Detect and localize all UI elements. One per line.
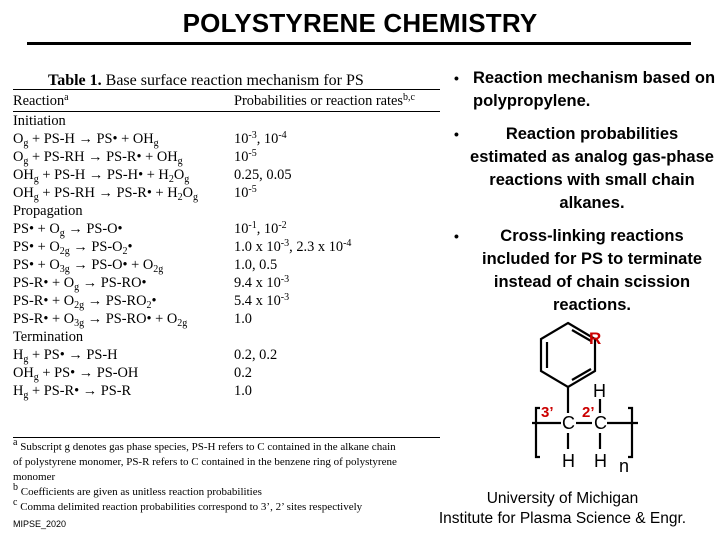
rate-cell: $10^{-3}$, $10^{-4}$	[234, 130, 287, 147]
bullet-icon: •	[454, 126, 459, 142]
reaction-cell: PS-R• + $O_{3g}$ → PS-RO• + $O_{2g}$	[13, 311, 188, 329]
rate-cell: 1.0	[234, 383, 252, 399]
table-section-row	[13, 329, 438, 347]
rate-cell: $10^{-1}$, $10^{-2}$	[234, 220, 287, 237]
footnote	[13, 497, 363, 514]
col2-header-sup: b,c	[403, 92, 415, 103]
table-section-row	[13, 203, 438, 221]
col1-header	[13, 93, 69, 110]
table-row	[13, 311, 438, 329]
carbon-label: C	[594, 413, 607, 433]
left-bracket	[536, 408, 540, 457]
reaction-cell: PS• + $O_{3g}$ → PS-O• + $O_{2g}$	[13, 257, 164, 275]
bullet-list	[448, 67, 716, 327]
reaction-cell: PS-R• + $O_g$ → PS-RO•	[13, 275, 147, 293]
page-title: POLYSTYRENE CHEMISTRY	[182, 8, 538, 38]
table-row	[13, 167, 438, 185]
footnote-mark: c	[13, 497, 18, 508]
reaction-cell: $H_g$ + PS• → PS-H	[13, 347, 118, 365]
table-row	[13, 257, 438, 275]
rate-cell: 1.0 x $10^{-3}$, 2.3 x $10^{-4}$	[234, 238, 352, 255]
table-row	[13, 383, 438, 401]
table-section-row	[13, 113, 438, 131]
bullet-text: Reaction mechanism based on polypropylene.	[473, 69, 716, 110]
footnote-text: monomer	[13, 471, 56, 483]
table-row	[13, 221, 438, 239]
section-label: Termination	[13, 329, 84, 345]
col2-header	[234, 93, 415, 110]
rate-cell: 0.2	[234, 365, 252, 381]
footnote	[13, 482, 262, 499]
footnote-text: Coefficients are given as unitless reaction probabilities	[18, 486, 262, 498]
rate-cell: 1.0, 0.5	[234, 257, 278, 273]
rate-cell: 0.2, 0.2	[234, 347, 278, 363]
footnote-mark: b	[13, 482, 18, 493]
reaction-cell: $OH_g + PS-RH$ → PS-R• + $H_2O_g$	[13, 185, 199, 203]
bullet-item	[448, 123, 716, 215]
col2-header-text: Probabilities or reaction rates	[234, 93, 404, 109]
reaction-cell: $O_g + PS-H$ → PS• + $OH_g$	[13, 131, 159, 149]
bullet-icon: •	[454, 228, 459, 244]
rate-cell: 9.4 x $10^{-3}$	[234, 274, 290, 291]
footnote	[13, 437, 396, 454]
table-caption	[48, 72, 364, 90]
table-row	[13, 365, 438, 383]
affiliation	[420, 489, 705, 529]
table-header-rule	[13, 111, 440, 112]
carbon-label: C	[562, 413, 575, 433]
reaction-cell: $OH_g$ + PS• → PS-OH	[13, 365, 139, 383]
footnote-text: of polystyrene monomer, PS-R refers to C contained in the benzene ring of polystyrene	[13, 456, 397, 468]
table-caption-label: Table 1.	[48, 72, 102, 89]
bullet-text: Reaction probabilities estimated as analog gas-phase reactions with small chain alkanes.	[470, 125, 714, 212]
rate-cell: $10^{-5}$	[234, 148, 257, 165]
bullet-text: Cross-linking reactions included for PS to terminate instead of chain scission reactions.	[481, 227, 703, 314]
reaction-cell: $OH_g + PS-H$ → PS-H• + $H_2O_g$	[13, 167, 190, 185]
footnote-text: Subscript g denotes gas phase species, PS-H refers to C contained in the alkane chain	[17, 441, 396, 453]
tertiary-site-label: 3’	[541, 404, 554, 421]
rate-cell: 0.25, 0.05	[234, 167, 292, 183]
benzene-ring	[541, 323, 595, 387]
table-row	[13, 275, 438, 293]
table-top-rule	[13, 89, 440, 90]
table-row	[13, 131, 438, 149]
reaction-cell: $H_g$ + PS-R• → PS-R	[13, 383, 132, 401]
table-header-row	[13, 93, 438, 111]
table-row	[13, 185, 438, 203]
col1-header-text: Reaction	[13, 93, 65, 109]
table-row	[13, 347, 438, 365]
section-label: Propagation	[13, 203, 83, 219]
footnote	[13, 455, 397, 469]
table-row	[13, 149, 438, 167]
section-label: Initiation	[13, 113, 66, 129]
footnote	[13, 470, 55, 484]
reaction-cell: PS-R• + $O_{2g}$ → $PS-RO_2•$	[13, 293, 157, 311]
reaction-cell: PS• + $O_{2g}$ → $PS-O_2•$	[13, 239, 133, 257]
bullet-icon: •	[454, 70, 459, 86]
table-bottom-rule	[13, 437, 440, 438]
table-row	[13, 239, 438, 257]
r-group-label: R	[589, 329, 602, 348]
hydrogen-label: H	[593, 381, 606, 401]
hydrogen-label: H	[562, 451, 575, 471]
footnote-text: Comma delimited reaction probabilities correspond to 3’, 2’ sites respectively	[17, 501, 363, 513]
affiliation-line: Institute for Plasma Science & Engr.	[438, 510, 687, 527]
table-row	[13, 293, 438, 311]
reaction-cell: $O_g + PS-RH$ → PS-R• + $OH_g$	[13, 149, 183, 167]
title-underline	[27, 42, 691, 45]
polystyrene-structure-diagram	[480, 315, 700, 475]
repeat-unit-label: n	[619, 456, 630, 475]
bullet-item	[448, 67, 716, 113]
right-bracket	[628, 408, 632, 457]
rate-cell: $10^{-5}$	[234, 184, 257, 201]
secondary-site-label: 2’	[582, 404, 595, 421]
reaction-cell: PS• + $O_g$ → PS-O•	[13, 221, 123, 239]
footnote-mark: a	[13, 437, 18, 448]
table-caption-text: Base surface reaction mechanism for PS	[101, 72, 364, 89]
hydrogen-label: H	[594, 451, 607, 471]
bullet-item	[448, 225, 716, 317]
credit-label: MIPSE_2020	[13, 519, 67, 529]
rate-cell: 1.0	[234, 311, 252, 327]
rate-cell: 5.4 x $10^{-3}$	[234, 292, 290, 309]
col1-header-sup: a	[64, 92, 69, 103]
affiliation-line: University of Michigan	[486, 490, 639, 507]
